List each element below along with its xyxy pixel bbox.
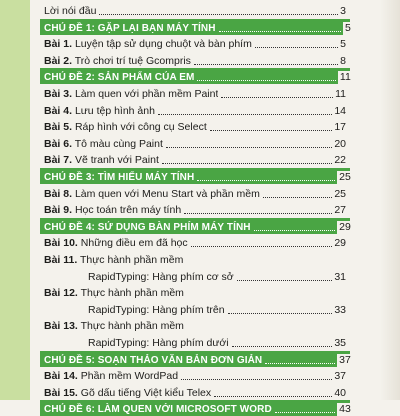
page-number: 3 <box>340 5 346 17</box>
toc-entry-title: Vẽ tranh với Paint <box>74 154 159 167</box>
dot-leader <box>197 180 335 181</box>
toc-lesson-heading-row <box>44 284 346 300</box>
toc-entry-label <box>44 304 225 317</box>
toc-entry-label <box>44 88 218 101</box>
page-number: 29 <box>334 237 346 250</box>
toc-lesson-row <box>44 384 346 400</box>
dot-leader <box>210 130 333 131</box>
toc-entry-label <box>44 22 216 35</box>
toc-sub-row <box>44 268 346 284</box>
toc-lesson-row <box>44 201 346 217</box>
page-number: 29 <box>339 220 351 233</box>
toc-entry-label <box>44 221 251 234</box>
page-number: 27 <box>334 204 346 217</box>
toc-entry-title: CHỦ ĐỀ 4: SỬ DỤNG BÀN PHÍM MÁY TÍNH <box>44 221 251 233</box>
toc-chapter-row <box>40 168 350 184</box>
toc-chapter-row <box>40 400 350 416</box>
dot-leader <box>254 230 335 231</box>
toc-entry-label <box>44 320 184 333</box>
dot-leader <box>162 163 332 164</box>
page-number: 22 <box>334 154 346 167</box>
lesson-number: Bài 9. <box>44 204 73 217</box>
toc-entry-label <box>44 55 191 68</box>
toc-lesson-row <box>44 367 346 383</box>
dot-leader <box>255 47 338 48</box>
toc-entry-title: Làm quen với Menu Start và phần mềm <box>74 187 260 200</box>
toc-entry-title: RapidTyping: Hàng phím dưới <box>88 337 229 349</box>
lesson-number: Bài 3. <box>44 88 73 100</box>
dot-leader <box>263 197 332 198</box>
dot-leader <box>265 363 335 364</box>
toc-entry-title: Phần mềm WordPad <box>80 370 179 383</box>
toc-lesson-row <box>44 2 346 18</box>
lesson-number: Bài 4. <box>44 104 73 117</box>
toc-entry-label <box>44 138 163 151</box>
toc-chapter-row <box>40 19 350 35</box>
toc-chapter-row <box>40 351 350 367</box>
toc-entry-label <box>44 71 194 84</box>
page-number: 31 <box>334 270 346 283</box>
dot-leader <box>275 412 335 413</box>
toc-lesson-heading-row <box>44 251 346 267</box>
dot-leader <box>181 379 332 380</box>
dot-leader <box>197 80 335 81</box>
toc-entry-label <box>44 5 96 18</box>
toc-entry-title: Ráp hình với công cụ Select <box>74 121 207 134</box>
page-edge-shadow <box>380 0 400 400</box>
lesson-number: Bài 7. <box>44 154 73 167</box>
page-number: 11 <box>335 88 346 100</box>
dot-leader <box>221 97 333 98</box>
toc-lesson-row <box>44 35 346 51</box>
dot-leader <box>219 31 342 32</box>
lesson-number: Bài 5. <box>44 121 73 134</box>
dot-leader <box>194 64 338 65</box>
page-number: 14 <box>334 104 346 117</box>
lesson-number: Bài 13. <box>44 320 78 333</box>
toc-lesson-row <box>44 102 346 118</box>
page-number: 43 <box>339 403 351 416</box>
lesson-number: Bài 1. <box>44 38 73 51</box>
page-number: 20 <box>334 137 346 150</box>
toc-entry-title: Luyện tập sử dụng chuột và bàn phím <box>74 38 252 51</box>
toc-entry-label <box>44 171 194 184</box>
page-number: 25 <box>334 187 346 200</box>
dot-leader <box>214 396 332 397</box>
toc-lesson-row <box>44 135 346 151</box>
toc-entry-label <box>44 254 183 267</box>
page-number: 40 <box>334 386 346 399</box>
dot-leader <box>228 313 333 314</box>
page-number: 33 <box>334 303 346 316</box>
lesson-number: Bài 14. <box>44 370 78 383</box>
dot-leader <box>237 280 333 281</box>
lesson-number: Bài 2. <box>44 54 73 67</box>
toc-entry-title: RapidTyping: Hàng phím cơ sở <box>88 270 234 283</box>
toc-sub-row <box>44 301 346 317</box>
dot-leader <box>99 14 338 15</box>
lesson-number: Bài 12. <box>44 287 78 300</box>
toc-entry-label <box>44 403 272 416</box>
left-green-band <box>0 0 30 400</box>
lesson-number: Bài 10. <box>44 237 78 250</box>
toc-entry-label <box>44 204 181 217</box>
toc-lesson-row <box>44 118 346 134</box>
toc-entry-title: Thực hành phần mềm <box>80 287 184 300</box>
lesson-number: Bài 6. <box>44 137 73 150</box>
toc-lesson-row <box>44 234 346 250</box>
page-number: 17 <box>334 121 346 134</box>
toc-entry-title: Trò chơi trí tuệ Gcompris <box>74 54 191 67</box>
toc-entry-label <box>44 337 229 350</box>
toc-entry-title: CHỦ ĐỀ 3: TÌM HIỂU MÁY TÍNH <box>44 172 195 183</box>
dot-leader <box>184 213 332 214</box>
toc-entry-title: Lưu tệp hình ảnh <box>74 104 155 117</box>
toc-chapter-row <box>40 218 350 234</box>
toc-entry-label <box>44 38 252 51</box>
toc-entry-title: Thực hành phần mềm <box>80 254 184 266</box>
toc-entry-title: CHỦ ĐỀ 1: GẶP LẠI BẠN MÁY TÍNH <box>44 22 216 34</box>
toc-entry-label <box>44 237 188 250</box>
toc-entry-label <box>44 154 159 167</box>
page-number: 8 <box>340 54 346 67</box>
toc-entry-title: Tô màu cùng Paint <box>74 137 163 150</box>
toc-entry-label <box>44 188 260 201</box>
toc-entry-title: CHỦ ĐỀ 6: LÀM QUEN VỚI MICROSOFT WORD <box>44 404 272 416</box>
page-number: 5 <box>345 21 351 34</box>
lesson-number: Bài 15. <box>44 386 78 399</box>
toc-entry-title: Những điều em đã học <box>80 237 188 250</box>
toc-entry-title: RapidTyping: Hàng phím trên <box>88 303 225 316</box>
toc-entry-title: Gõ dấu tiếng Việt kiểu Telex <box>80 386 212 399</box>
toc-entry-label <box>44 105 155 118</box>
toc-entry-title: Lời nói đầu <box>44 5 97 17</box>
toc-entry-title: Thực hành phần mềm <box>80 320 184 333</box>
toc-entry-label <box>44 387 211 400</box>
toc-entry-label <box>44 354 262 367</box>
page-number: 37 <box>334 370 346 383</box>
toc-lesson-row <box>44 185 346 201</box>
page-number: 37 <box>339 353 351 366</box>
page-number: 35 <box>334 337 346 349</box>
dot-leader <box>166 147 332 148</box>
page-number: 5 <box>340 38 346 51</box>
dot-leader <box>158 114 332 115</box>
toc-entry-title: Học toán trên máy tính <box>74 204 182 217</box>
toc-lesson-heading-row <box>44 317 346 333</box>
toc-entry-title: CHỦ ĐỀ 5: SOẠN THẢO VĂN BẢN ĐƠN GIẢN <box>44 354 263 366</box>
page-number: 25 <box>339 171 351 183</box>
toc-entry-label <box>44 370 178 383</box>
page-number: 11 <box>339 71 351 84</box>
toc-entry-label <box>44 271 234 284</box>
lesson-number: Bài 8. <box>44 187 73 200</box>
toc-sub-row <box>44 334 346 350</box>
toc-lesson-row <box>44 85 346 101</box>
dot-leader <box>191 246 333 247</box>
toc-entry-label <box>44 287 184 300</box>
dot-leader <box>232 346 333 347</box>
toc-entry-label <box>44 121 207 134</box>
toc-entry-title: Làm quen với phần mềm Paint <box>74 88 219 100</box>
toc-chapter-row <box>40 68 350 84</box>
toc-lesson-row <box>44 151 346 167</box>
toc-lesson-row <box>44 52 346 68</box>
toc-entry-title: CHỦ ĐỀ 2: SẢN PHẨM CỦA EM <box>44 72 195 84</box>
lesson-number: Bài 11. <box>44 254 78 266</box>
